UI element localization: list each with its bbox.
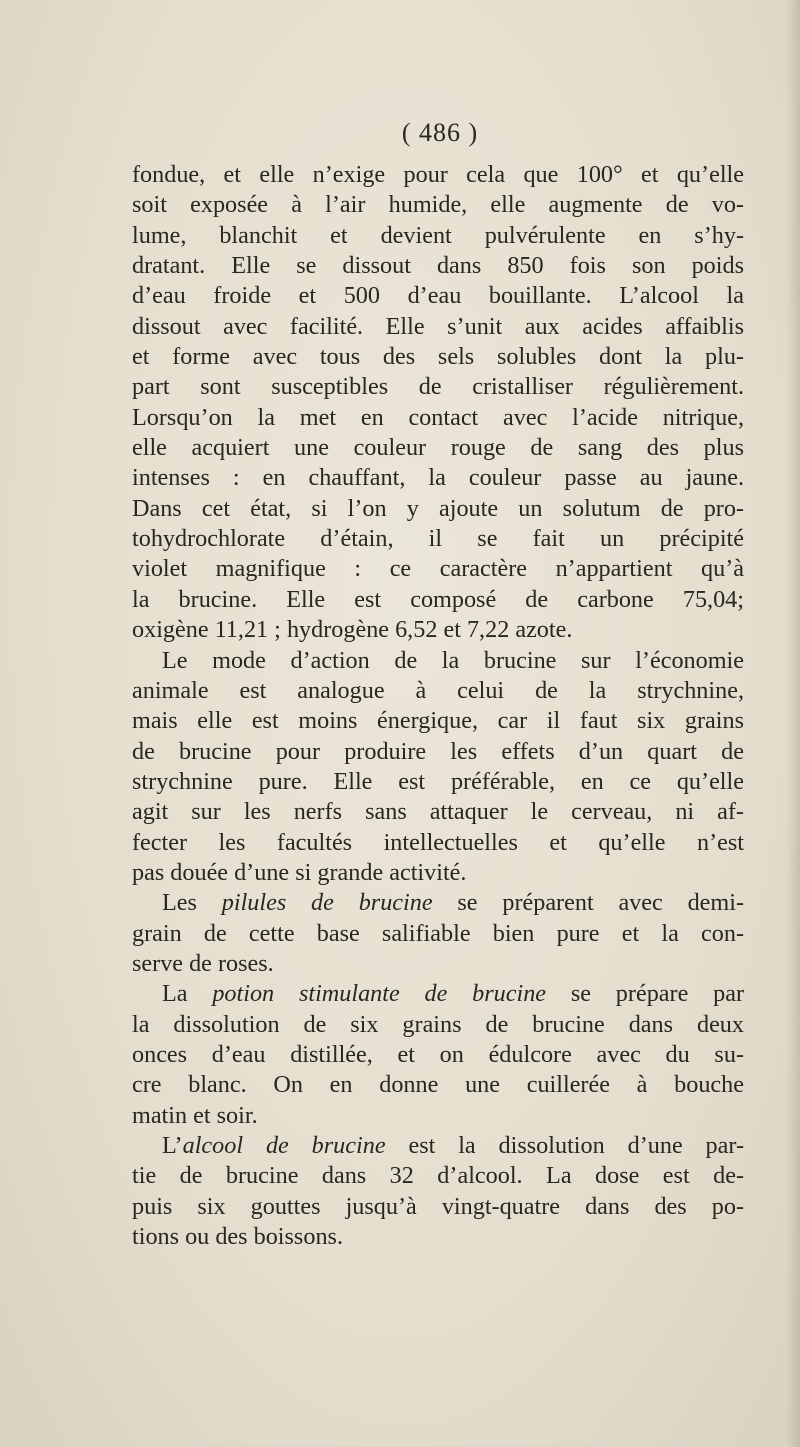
- body-text: [132, 160, 744, 1252]
- italic-term: pilules de brucine: [221, 889, 433, 917]
- lead-word: La: [162, 980, 188, 1008]
- paragraph-brucine-properties: [132, 160, 744, 646]
- text-line: part sont susceptibles de cristalliser régulièrement.: [132, 373, 744, 401]
- line-rest: est la dissolution d’une par-: [408, 1132, 745, 1159]
- text-line: d’eau froide et 500 d’eau bouillante. L’alcool la: [132, 282, 744, 310]
- text-line: de brucine pour produire les effets d’un quart de: [132, 737, 744, 765]
- text-line: [132, 888, 744, 918]
- text-line: tie de brucine dans 32 d’alcool. La dose est de-: [132, 1162, 744, 1190]
- paragraph-pilules: [132, 888, 744, 979]
- page-edge-shadow: [786, 0, 800, 1447]
- text-line: oxigène 11,21 ; hydrogène 6,52 et 7,22 azote.: [132, 616, 573, 644]
- text-line: Lorsqu’on la met en contact avec l’acide nitrique,: [132, 403, 744, 431]
- text-line: tions ou des boissons.: [132, 1223, 343, 1251]
- text-line: cre blanc. On en donne une cuillerée à bouche: [132, 1071, 744, 1099]
- text-line: lume, blanchit et devient pulvérulente en s’hy-: [132, 221, 744, 249]
- text-line: strychnine pure. Elle est préférable, en ce qu’elle: [132, 767, 744, 795]
- text-line: matin et soir.: [132, 1101, 258, 1129]
- text-line: onces d’eau distillée, et on édulcore avec du su-: [132, 1040, 744, 1068]
- text-line: et forme avec tous des sels solubles dont la plu-: [132, 343, 744, 371]
- text-line: intenses : en chauffant, la couleur passe au jaune.: [132, 464, 744, 492]
- text-line: soit exposée à l’air humide, elle augmente de vo-: [132, 191, 744, 219]
- lead-word: Les: [162, 889, 197, 917]
- text-line: dratant. Elle se dissout dans 850 fois son poids: [132, 252, 744, 280]
- text-line: puis six gouttes jusqu’à vingt-quatre dans des po-: [132, 1192, 744, 1220]
- paragraph-potion: [132, 979, 744, 1131]
- text-line: tohydrochlorate d’étain, il se fait un précipité: [132, 525, 744, 553]
- text-line: violet magnifique : ce caractère n’appartient qu’à: [132, 555, 744, 583]
- paragraph-alcool: [132, 1131, 744, 1252]
- text-line: serve de roses.: [132, 949, 274, 977]
- line-rest: se préparent avec demi-: [457, 889, 744, 917]
- italic-term: potion stimulante de brucine: [212, 980, 547, 1008]
- page-number: ( 486 ): [401, 118, 479, 147]
- text-line: [132, 1131, 744, 1161]
- text-line: dissout avec facilité. Elle s’unit aux acides affaiblis: [132, 312, 744, 340]
- text-line: pas douée d’une si grande activité.: [132, 858, 467, 886]
- text-line: [132, 979, 744, 1009]
- line-rest: se prépare par: [570, 980, 745, 1008]
- text-line: fecter les facultés intellectuelles et qu’elle n’est: [132, 828, 744, 856]
- text-line: grain de cette base salifiable bien pure et la con-: [132, 919, 744, 947]
- text-line: animale est analogue à celui de la strychnine,: [132, 676, 744, 704]
- text-line: Le mode d’action de la brucine sur l’économie: [162, 646, 744, 674]
- text-line: elle acquiert une couleur rouge de sang des plus: [132, 434, 744, 462]
- text-line: agit sur les nerfs sans attaquer le cerveau, ni af-: [132, 798, 744, 826]
- text-line: Dans cet état, si l’on y ajoute un solutum de pro-: [132, 494, 744, 522]
- italic-term: alcool de brucine: [182, 1132, 386, 1159]
- paragraph-mode-action: [132, 646, 744, 889]
- text-line: la dissolution de six grains de brucine dans deux: [132, 1010, 744, 1038]
- text-line: fondue, et elle n’exige pour cela que 100° et qu’elle: [132, 161, 744, 188]
- text-line: mais elle est moins énergique, car il faut six grains: [132, 707, 744, 735]
- text-line: la brucine. Elle est composé de carbone 75,04;: [132, 585, 744, 613]
- lead-word: L’: [162, 1132, 183, 1159]
